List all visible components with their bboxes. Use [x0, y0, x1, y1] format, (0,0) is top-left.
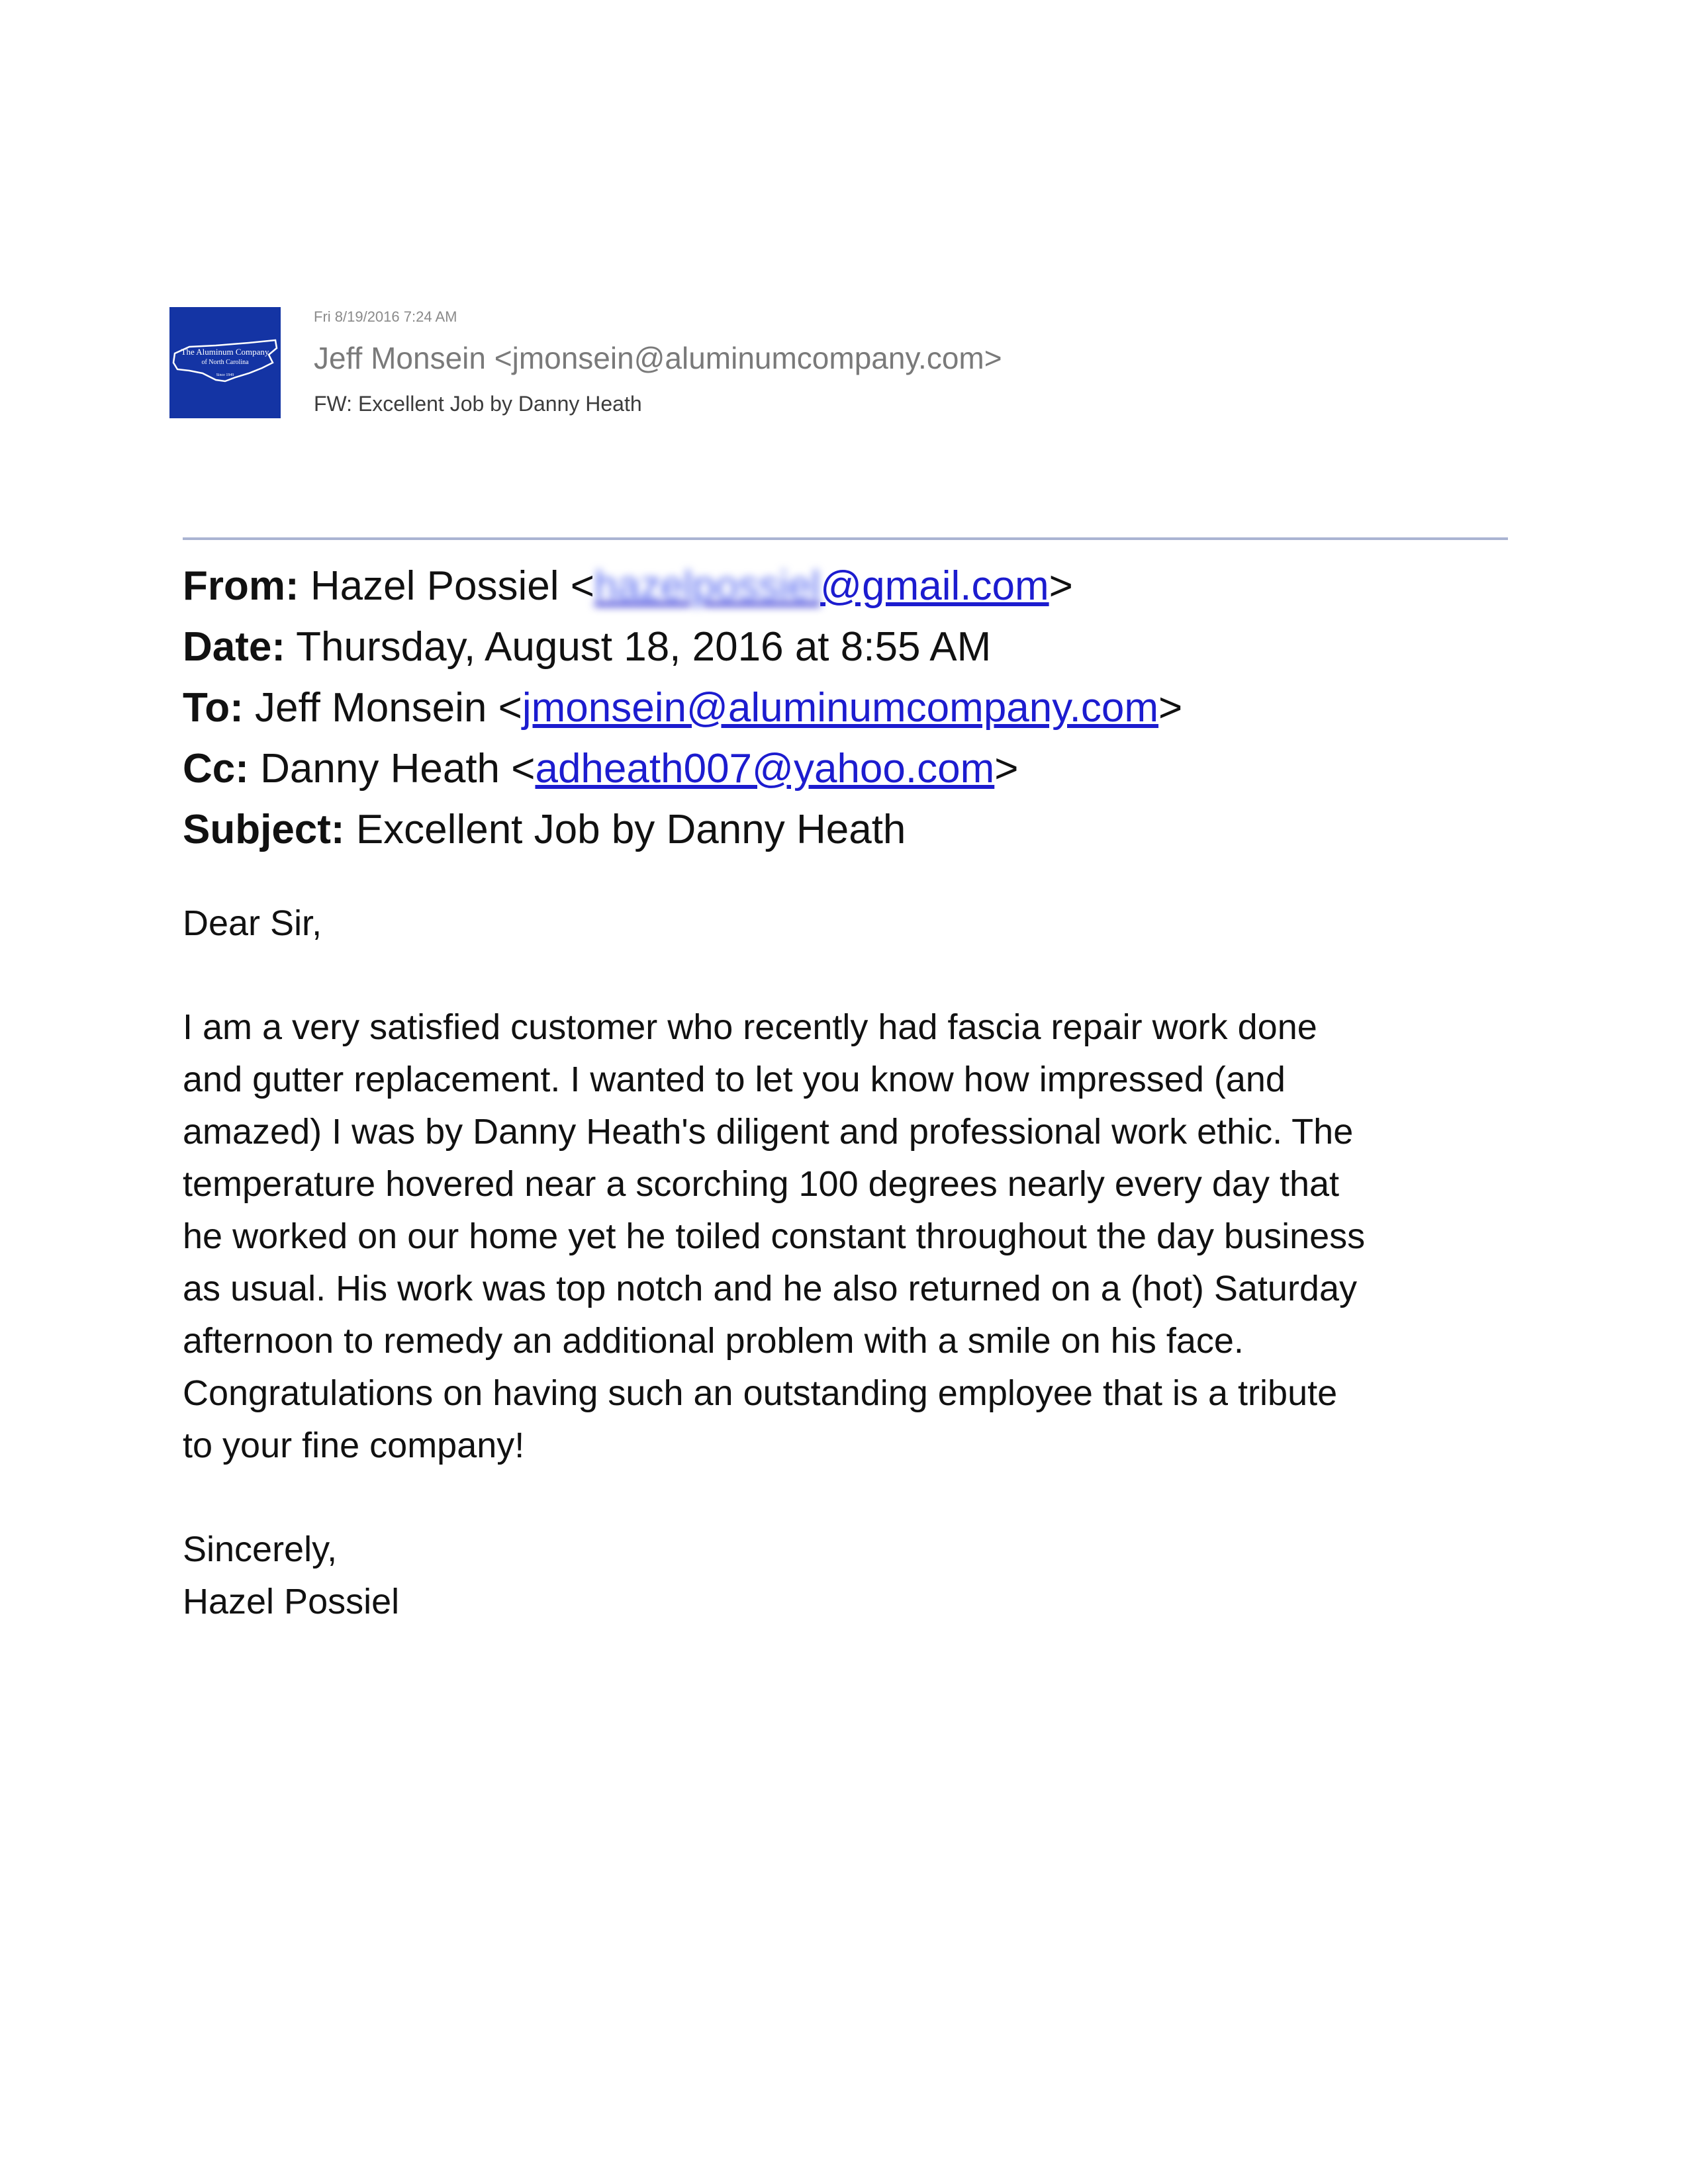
- from-label: From:: [183, 563, 299, 609]
- body-line: as usual. His work was top notch and he also returned on a (hot) Saturday: [183, 1269, 1357, 1308]
- to-label: To:: [183, 685, 244, 731]
- cc-row: [183, 739, 1182, 799]
- from-email-link[interactable]: [594, 563, 1049, 609]
- cc-label: Cc:: [183, 746, 249, 792]
- to-email-link[interactable]: jmonsein@aluminumcompany.com: [522, 685, 1159, 731]
- date-value: Thursday, August 18, 2016 at 8:55 AM: [296, 624, 992, 670]
- email-body: [183, 897, 1520, 1628]
- date-label: Date:: [183, 624, 286, 670]
- message-header: [169, 307, 1096, 426]
- closing: Sincerely,: [183, 1529, 338, 1569]
- body-line: he worked on our home yet he toiled constant throughout the day business: [183, 1216, 1366, 1256]
- message-subject: FW: Excellent Job by Danny Heath: [314, 392, 642, 416]
- subject-value: Excellent Job by Danny Heath: [355, 807, 906, 852]
- from-close: >: [1049, 563, 1073, 609]
- logo-line-3: Since 1949: [216, 373, 234, 377]
- redacted-email-user: hazelpossiel: [594, 563, 821, 609]
- body-line: Congratulations on having such an outstanding employee that is a tribute: [183, 1373, 1338, 1413]
- from-email-domain: @gmail.com: [820, 563, 1049, 609]
- to-row: [183, 678, 1182, 739]
- to-name: Jeff Monsein <: [255, 685, 522, 731]
- sender[interactable]: Jeff Monsein <jmonsein@aluminumcompany.com>: [314, 341, 1002, 375]
- cc-name: Danny Heath <: [260, 746, 536, 792]
- body-line: I am a very satisfied customer who recently had fascia repair work done: [183, 1007, 1317, 1047]
- received-date: Fri 8/19/2016 7:24 AM: [314, 308, 457, 325]
- company-logo: [169, 307, 281, 418]
- body-paragraph: [183, 1001, 1520, 1472]
- body-line: amazed) I was by Danny Heath's diligent and professional work ethic. The: [183, 1112, 1354, 1152]
- header-divider: [183, 537, 1508, 540]
- body-line: afternoon to remedy an additional problem with a smile on his face.: [183, 1321, 1244, 1361]
- greeting: Dear Sir,: [183, 903, 322, 943]
- logo-line-2: of North Carolina: [201, 359, 249, 366]
- subject-row: [183, 799, 1182, 860]
- to-close: >: [1158, 685, 1183, 731]
- cc-email-link[interactable]: adheath007@yahoo.com: [535, 746, 995, 792]
- forwarded-headers: [183, 556, 1182, 860]
- date-row: [183, 617, 1182, 678]
- cc-close: >: [994, 746, 1019, 792]
- subject-label: Subject:: [183, 807, 345, 852]
- from-name: Hazel Possiel <: [310, 563, 594, 609]
- logo-line-1: The Aluminum Company: [181, 347, 269, 357]
- north-carolina-map-icon: [169, 307, 281, 418]
- body-line: temperature hovered near a scorching 100 degrees nearly every day that: [183, 1164, 1340, 1204]
- from-row: [183, 556, 1182, 617]
- body-line: to your fine company!: [183, 1426, 525, 1465]
- body-line: and gutter replacement. I wanted to let you know how impressed (and: [183, 1060, 1286, 1099]
- signature-name: Hazel Possiel: [183, 1582, 400, 1621]
